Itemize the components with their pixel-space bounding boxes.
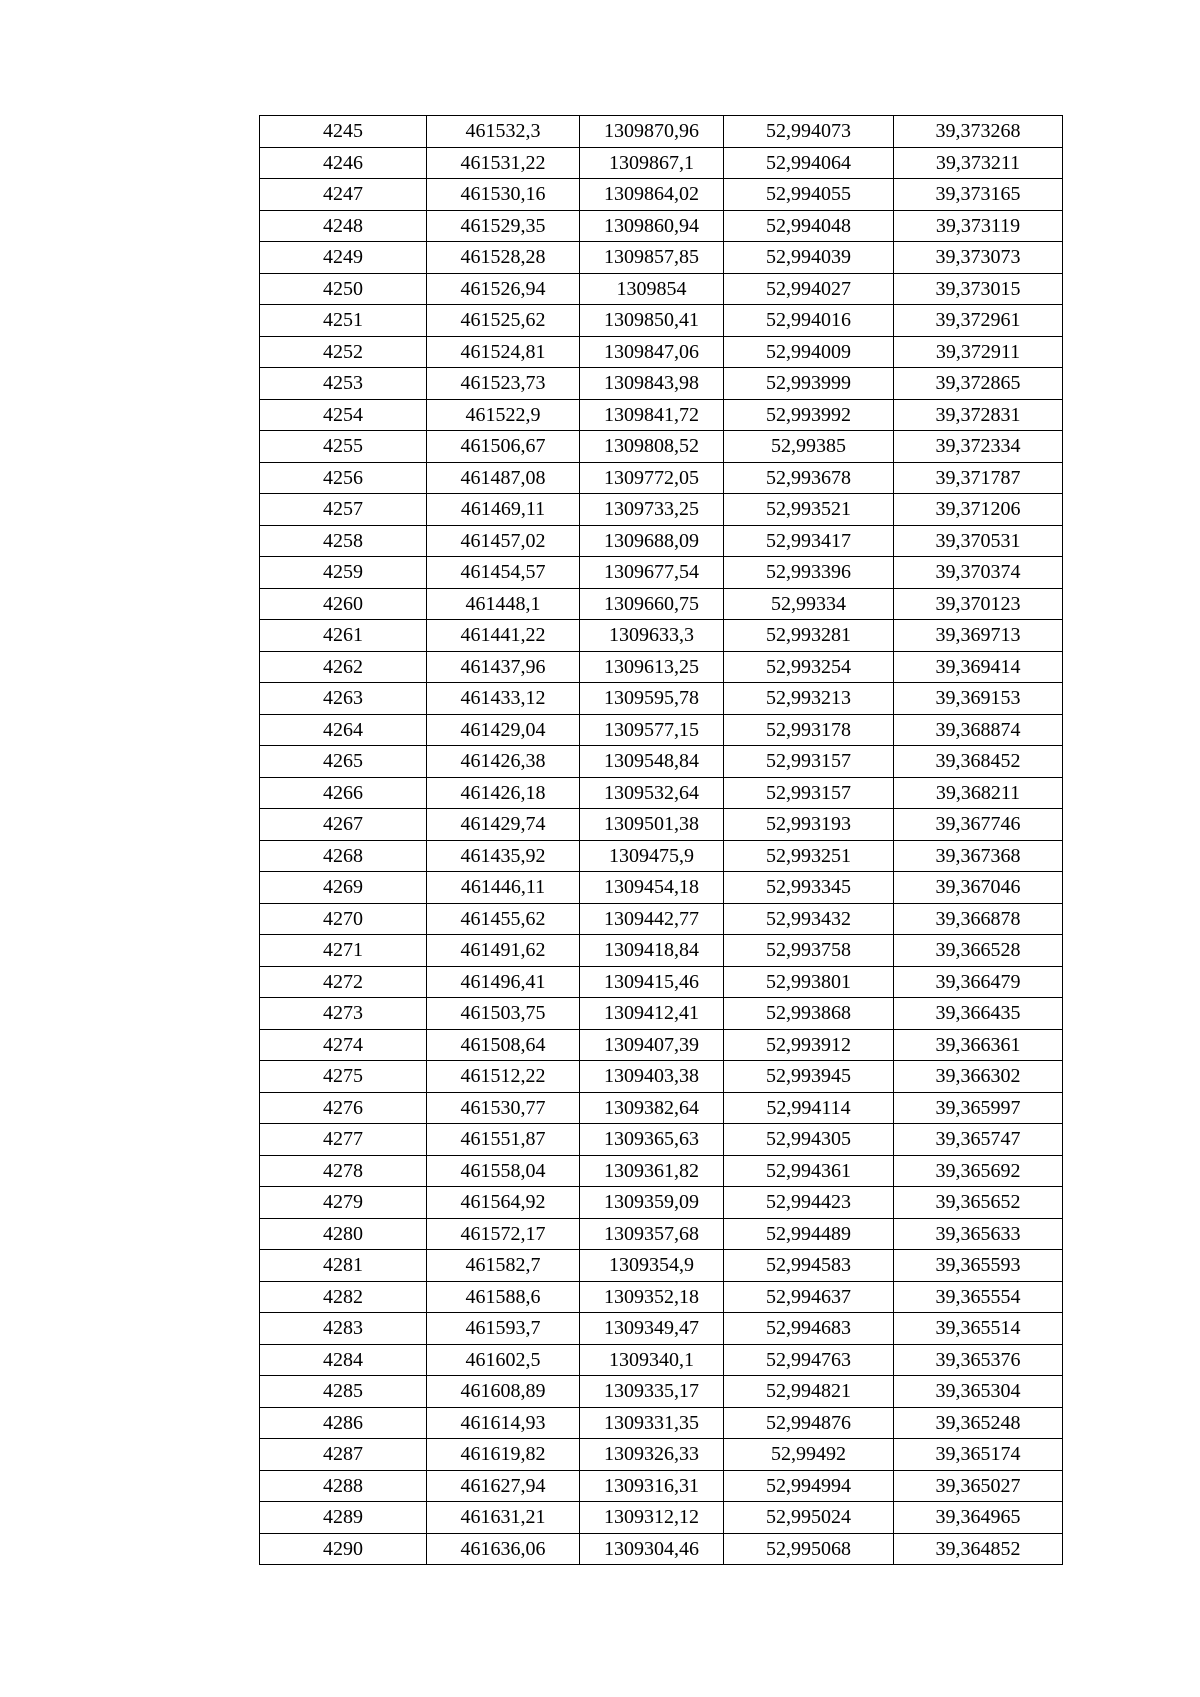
x-coordinate-cell: 461457,02 <box>427 525 580 557</box>
longitude-cell: 39,372865 <box>894 368 1063 400</box>
point-number-cell: 4290 <box>260 1533 427 1565</box>
latitude-cell: 52,993213 <box>724 683 894 715</box>
longitude-cell: 39,365304 <box>894 1376 1063 1408</box>
x-coordinate-cell: 461588,6 <box>427 1281 580 1313</box>
y-coordinate-cell: 1309316,31 <box>580 1470 724 1502</box>
point-number-cell: 4261 <box>260 620 427 652</box>
point-number-cell: 4246 <box>260 147 427 179</box>
latitude-cell: 52,994637 <box>724 1281 894 1313</box>
longitude-cell: 39,364965 <box>894 1502 1063 1534</box>
table-row <box>260 1155 1063 1187</box>
table-row <box>260 588 1063 620</box>
latitude-cell: 52,993345 <box>724 872 894 904</box>
table-row <box>260 1439 1063 1471</box>
longitude-cell: 39,365514 <box>894 1313 1063 1345</box>
coordinates-table <box>259 115 1063 1565</box>
table-row <box>260 1124 1063 1156</box>
x-coordinate-cell: 461512,22 <box>427 1061 580 1093</box>
point-number-cell: 4250 <box>260 273 427 305</box>
point-number-cell: 4267 <box>260 809 427 841</box>
table-row <box>260 777 1063 809</box>
y-coordinate-cell: 1309867,1 <box>580 147 724 179</box>
table-row <box>260 273 1063 305</box>
table-row <box>260 1061 1063 1093</box>
table-row <box>260 872 1063 904</box>
y-coordinate-cell: 1309352,18 <box>580 1281 724 1313</box>
table-row <box>260 1470 1063 1502</box>
longitude-cell: 39,365027 <box>894 1470 1063 1502</box>
latitude-cell: 52,994055 <box>724 179 894 211</box>
table-row <box>260 557 1063 589</box>
point-number-cell: 4281 <box>260 1250 427 1282</box>
point-number-cell: 4248 <box>260 210 427 242</box>
point-number-cell: 4269 <box>260 872 427 904</box>
x-coordinate-cell: 461469,11 <box>427 494 580 526</box>
x-coordinate-cell: 461429,04 <box>427 714 580 746</box>
coordinates-table-body <box>260 116 1063 1565</box>
y-coordinate-cell: 1309532,64 <box>580 777 724 809</box>
x-coordinate-cell: 461572,17 <box>427 1218 580 1250</box>
longitude-cell: 39,366878 <box>894 903 1063 935</box>
point-number-cell: 4264 <box>260 714 427 746</box>
table-row <box>260 903 1063 935</box>
table-row <box>260 714 1063 746</box>
table-row <box>260 1250 1063 1282</box>
x-coordinate-cell: 461433,12 <box>427 683 580 715</box>
longitude-cell: 39,370374 <box>894 557 1063 589</box>
table-row <box>260 809 1063 841</box>
point-number-cell: 4259 <box>260 557 427 589</box>
longitude-cell: 39,365593 <box>894 1250 1063 1282</box>
longitude-cell: 39,367746 <box>894 809 1063 841</box>
point-number-cell: 4249 <box>260 242 427 274</box>
table-row <box>260 1092 1063 1124</box>
latitude-cell: 52,993999 <box>724 368 894 400</box>
latitude-cell: 52,994114 <box>724 1092 894 1124</box>
latitude-cell: 52,99385 <box>724 431 894 463</box>
x-coordinate-cell: 461496,41 <box>427 966 580 998</box>
longitude-cell: 39,366302 <box>894 1061 1063 1093</box>
latitude-cell: 52,993254 <box>724 651 894 683</box>
point-number-cell: 4253 <box>260 368 427 400</box>
latitude-cell: 52,995024 <box>724 1502 894 1534</box>
point-number-cell: 4270 <box>260 903 427 935</box>
y-coordinate-cell: 1309412,41 <box>580 998 724 1030</box>
point-number-cell: 4257 <box>260 494 427 526</box>
longitude-cell: 39,373015 <box>894 273 1063 305</box>
longitude-cell: 39,370531 <box>894 525 1063 557</box>
x-coordinate-cell: 461491,62 <box>427 935 580 967</box>
x-coordinate-cell: 461508,64 <box>427 1029 580 1061</box>
point-number-cell: 4266 <box>260 777 427 809</box>
point-number-cell: 4252 <box>260 336 427 368</box>
y-coordinate-cell: 1309349,47 <box>580 1313 724 1345</box>
x-coordinate-cell: 461582,7 <box>427 1250 580 1282</box>
y-coordinate-cell: 1309365,63 <box>580 1124 724 1156</box>
longitude-cell: 39,368874 <box>894 714 1063 746</box>
point-number-cell: 4276 <box>260 1092 427 1124</box>
x-coordinate-cell: 461429,74 <box>427 809 580 841</box>
latitude-cell: 52,993157 <box>724 746 894 778</box>
longitude-cell: 39,365692 <box>894 1155 1063 1187</box>
x-coordinate-cell: 461506,67 <box>427 431 580 463</box>
y-coordinate-cell: 1309403,38 <box>580 1061 724 1093</box>
latitude-cell: 52,994305 <box>724 1124 894 1156</box>
point-number-cell: 4278 <box>260 1155 427 1187</box>
y-coordinate-cell: 1309860,94 <box>580 210 724 242</box>
latitude-cell: 52,993521 <box>724 494 894 526</box>
point-number-cell: 4268 <box>260 840 427 872</box>
table-row <box>260 116 1063 148</box>
point-number-cell: 4265 <box>260 746 427 778</box>
latitude-cell: 52,993678 <box>724 462 894 494</box>
table-row <box>260 368 1063 400</box>
longitude-cell: 39,367046 <box>894 872 1063 904</box>
x-coordinate-cell: 461558,04 <box>427 1155 580 1187</box>
longitude-cell: 39,365376 <box>894 1344 1063 1376</box>
x-coordinate-cell: 461636,06 <box>427 1533 580 1565</box>
y-coordinate-cell: 1309733,25 <box>580 494 724 526</box>
point-number-cell: 4287 <box>260 1439 427 1471</box>
table-row <box>260 399 1063 431</box>
table-row <box>260 1218 1063 1250</box>
x-coordinate-cell: 461525,62 <box>427 305 580 337</box>
latitude-cell: 52,994048 <box>724 210 894 242</box>
y-coordinate-cell: 1309382,64 <box>580 1092 724 1124</box>
y-coordinate-cell: 1309841,72 <box>580 399 724 431</box>
table-row <box>260 210 1063 242</box>
point-number-cell: 4289 <box>260 1502 427 1534</box>
table-row <box>260 840 1063 872</box>
table-row <box>260 935 1063 967</box>
x-coordinate-cell: 461426,38 <box>427 746 580 778</box>
latitude-cell: 52,994027 <box>724 273 894 305</box>
table-row <box>260 620 1063 652</box>
point-number-cell: 4288 <box>260 1470 427 1502</box>
point-number-cell: 4277 <box>260 1124 427 1156</box>
latitude-cell: 52,994994 <box>724 1470 894 1502</box>
y-coordinate-cell: 1309501,38 <box>580 809 724 841</box>
table-row <box>260 336 1063 368</box>
y-coordinate-cell: 1309454,18 <box>580 872 724 904</box>
x-coordinate-cell: 461593,7 <box>427 1313 580 1345</box>
x-coordinate-cell: 461524,81 <box>427 336 580 368</box>
y-coordinate-cell: 1309418,84 <box>580 935 724 967</box>
y-coordinate-cell: 1309312,12 <box>580 1502 724 1534</box>
point-number-cell: 4255 <box>260 431 427 463</box>
y-coordinate-cell: 1309326,33 <box>580 1439 724 1471</box>
longitude-cell: 39,372911 <box>894 336 1063 368</box>
y-coordinate-cell: 1309847,06 <box>580 336 724 368</box>
y-coordinate-cell: 1309870,96 <box>580 116 724 148</box>
x-coordinate-cell: 461529,35 <box>427 210 580 242</box>
latitude-cell: 52,993157 <box>724 777 894 809</box>
x-coordinate-cell: 461446,11 <box>427 872 580 904</box>
longitude-cell: 39,365997 <box>894 1092 1063 1124</box>
longitude-cell: 39,372831 <box>894 399 1063 431</box>
y-coordinate-cell: 1309854 <box>580 273 724 305</box>
point-number-cell: 4279 <box>260 1187 427 1219</box>
table-row <box>260 305 1063 337</box>
x-coordinate-cell: 461437,96 <box>427 651 580 683</box>
point-number-cell: 4245 <box>260 116 427 148</box>
latitude-cell: 52,994489 <box>724 1218 894 1250</box>
y-coordinate-cell: 1309361,82 <box>580 1155 724 1187</box>
point-number-cell: 4262 <box>260 651 427 683</box>
longitude-cell: 39,373165 <box>894 179 1063 211</box>
y-coordinate-cell: 1309864,02 <box>580 179 724 211</box>
y-coordinate-cell: 1309688,09 <box>580 525 724 557</box>
latitude-cell: 52,994073 <box>724 116 894 148</box>
longitude-cell: 39,373073 <box>894 242 1063 274</box>
y-coordinate-cell: 1309633,3 <box>580 620 724 652</box>
x-coordinate-cell: 461454,57 <box>427 557 580 589</box>
longitude-cell: 39,368211 <box>894 777 1063 809</box>
longitude-cell: 39,365554 <box>894 1281 1063 1313</box>
x-coordinate-cell: 461426,18 <box>427 777 580 809</box>
point-number-cell: 4274 <box>260 1029 427 1061</box>
point-number-cell: 4286 <box>260 1407 427 1439</box>
y-coordinate-cell: 1309595,78 <box>580 683 724 715</box>
y-coordinate-cell: 1309442,77 <box>580 903 724 935</box>
longitude-cell: 39,370123 <box>894 588 1063 620</box>
point-number-cell: 4285 <box>260 1376 427 1408</box>
point-number-cell: 4282 <box>260 1281 427 1313</box>
longitude-cell: 39,371787 <box>894 462 1063 494</box>
longitude-cell: 39,372961 <box>894 305 1063 337</box>
y-coordinate-cell: 1309331,35 <box>580 1407 724 1439</box>
latitude-cell: 52,994039 <box>724 242 894 274</box>
point-number-cell: 4258 <box>260 525 427 557</box>
longitude-cell: 39,365747 <box>894 1124 1063 1156</box>
y-coordinate-cell: 1309354,9 <box>580 1250 724 1282</box>
point-number-cell: 4271 <box>260 935 427 967</box>
x-coordinate-cell: 461528,28 <box>427 242 580 274</box>
y-coordinate-cell: 1309808,52 <box>580 431 724 463</box>
latitude-cell: 52,993945 <box>724 1061 894 1093</box>
longitude-cell: 39,367368 <box>894 840 1063 872</box>
point-number-cell: 4275 <box>260 1061 427 1093</box>
point-number-cell: 4283 <box>260 1313 427 1345</box>
table-row <box>260 1313 1063 1345</box>
longitude-cell: 39,372334 <box>894 431 1063 463</box>
x-coordinate-cell: 461564,92 <box>427 1187 580 1219</box>
latitude-cell: 52,994064 <box>724 147 894 179</box>
y-coordinate-cell: 1309660,75 <box>580 588 724 620</box>
latitude-cell: 52,993992 <box>724 399 894 431</box>
latitude-cell: 52,993251 <box>724 840 894 872</box>
longitude-cell: 39,365248 <box>894 1407 1063 1439</box>
latitude-cell: 52,993801 <box>724 966 894 998</box>
latitude-cell: 52,994009 <box>724 336 894 368</box>
table-row <box>260 147 1063 179</box>
latitude-cell: 52,993432 <box>724 903 894 935</box>
x-coordinate-cell: 461487,08 <box>427 462 580 494</box>
longitude-cell: 39,366479 <box>894 966 1063 998</box>
x-coordinate-cell: 461602,5 <box>427 1344 580 1376</box>
x-coordinate-cell: 461455,62 <box>427 903 580 935</box>
latitude-cell: 52,993758 <box>724 935 894 967</box>
longitude-cell: 39,365652 <box>894 1187 1063 1219</box>
point-number-cell: 4251 <box>260 305 427 337</box>
y-coordinate-cell: 1309613,25 <box>580 651 724 683</box>
x-coordinate-cell: 461619,82 <box>427 1439 580 1471</box>
table-row <box>260 1281 1063 1313</box>
longitude-cell: 39,368452 <box>894 746 1063 778</box>
longitude-cell: 39,366528 <box>894 935 1063 967</box>
table-row <box>260 1376 1063 1408</box>
latitude-cell: 52,994361 <box>724 1155 894 1187</box>
latitude-cell: 52,994876 <box>724 1407 894 1439</box>
table-row <box>260 1029 1063 1061</box>
y-coordinate-cell: 1309677,54 <box>580 557 724 589</box>
table-row <box>260 746 1063 778</box>
latitude-cell: 52,993912 <box>724 1029 894 1061</box>
longitude-cell: 39,373211 <box>894 147 1063 179</box>
y-coordinate-cell: 1309407,39 <box>580 1029 724 1061</box>
y-coordinate-cell: 1309577,15 <box>580 714 724 746</box>
longitude-cell: 39,371206 <box>894 494 1063 526</box>
y-coordinate-cell: 1309850,41 <box>580 305 724 337</box>
point-number-cell: 4254 <box>260 399 427 431</box>
latitude-cell: 52,993396 <box>724 557 894 589</box>
y-coordinate-cell: 1309415,46 <box>580 966 724 998</box>
x-coordinate-cell: 461526,94 <box>427 273 580 305</box>
point-number-cell: 4263 <box>260 683 427 715</box>
longitude-cell: 39,369414 <box>894 651 1063 683</box>
table-row <box>260 1344 1063 1376</box>
longitude-cell: 39,369713 <box>894 620 1063 652</box>
latitude-cell: 52,994683 <box>724 1313 894 1345</box>
latitude-cell: 52,99334 <box>724 588 894 620</box>
table-row <box>260 431 1063 463</box>
point-number-cell: 4260 <box>260 588 427 620</box>
x-coordinate-cell: 461551,87 <box>427 1124 580 1156</box>
y-coordinate-cell: 1309857,85 <box>580 242 724 274</box>
table-row <box>260 1533 1063 1565</box>
table-row <box>260 525 1063 557</box>
latitude-cell: 52,994016 <box>724 305 894 337</box>
y-coordinate-cell: 1309304,46 <box>580 1533 724 1565</box>
table-row <box>260 998 1063 1030</box>
y-coordinate-cell: 1309335,17 <box>580 1376 724 1408</box>
longitude-cell: 39,366435 <box>894 998 1063 1030</box>
longitude-cell: 39,365633 <box>894 1218 1063 1250</box>
point-number-cell: 4247 <box>260 179 427 211</box>
x-coordinate-cell: 461523,73 <box>427 368 580 400</box>
table-row <box>260 1502 1063 1534</box>
x-coordinate-cell: 461530,77 <box>427 1092 580 1124</box>
x-coordinate-cell: 461441,22 <box>427 620 580 652</box>
x-coordinate-cell: 461530,16 <box>427 179 580 211</box>
table-row <box>260 494 1063 526</box>
y-coordinate-cell: 1309772,05 <box>580 462 724 494</box>
table-row <box>260 1187 1063 1219</box>
table-row <box>260 651 1063 683</box>
x-coordinate-cell: 461608,89 <box>427 1376 580 1408</box>
latitude-cell: 52,993281 <box>724 620 894 652</box>
x-coordinate-cell: 461448,1 <box>427 588 580 620</box>
table-row <box>260 242 1063 274</box>
point-number-cell: 4256 <box>260 462 427 494</box>
y-coordinate-cell: 1309548,84 <box>580 746 724 778</box>
point-number-cell: 4273 <box>260 998 427 1030</box>
latitude-cell: 52,99492 <box>724 1439 894 1471</box>
longitude-cell: 39,373119 <box>894 210 1063 242</box>
latitude-cell: 52,993178 <box>724 714 894 746</box>
y-coordinate-cell: 1309475,9 <box>580 840 724 872</box>
x-coordinate-cell: 461532,3 <box>427 116 580 148</box>
y-coordinate-cell: 1309843,98 <box>580 368 724 400</box>
table-row <box>260 683 1063 715</box>
longitude-cell: 39,373268 <box>894 116 1063 148</box>
latitude-cell: 52,993417 <box>724 525 894 557</box>
x-coordinate-cell: 461631,21 <box>427 1502 580 1534</box>
latitude-cell: 52,995068 <box>724 1533 894 1565</box>
table-row <box>260 462 1063 494</box>
latitude-cell: 52,993193 <box>724 809 894 841</box>
table-row <box>260 966 1063 998</box>
x-coordinate-cell: 461503,75 <box>427 998 580 1030</box>
latitude-cell: 52,993868 <box>724 998 894 1030</box>
x-coordinate-cell: 461627,94 <box>427 1470 580 1502</box>
latitude-cell: 52,994763 <box>724 1344 894 1376</box>
x-coordinate-cell: 461435,92 <box>427 840 580 872</box>
latitude-cell: 52,994583 <box>724 1250 894 1282</box>
x-coordinate-cell: 461614,93 <box>427 1407 580 1439</box>
latitude-cell: 52,994423 <box>724 1187 894 1219</box>
table-row <box>260 179 1063 211</box>
latitude-cell: 52,994821 <box>724 1376 894 1408</box>
longitude-cell: 39,366361 <box>894 1029 1063 1061</box>
y-coordinate-cell: 1309359,09 <box>580 1187 724 1219</box>
table-row <box>260 1407 1063 1439</box>
point-number-cell: 4280 <box>260 1218 427 1250</box>
y-coordinate-cell: 1309340,1 <box>580 1344 724 1376</box>
longitude-cell: 39,365174 <box>894 1439 1063 1471</box>
point-number-cell: 4272 <box>260 966 427 998</box>
x-coordinate-cell: 461531,22 <box>427 147 580 179</box>
point-number-cell: 4284 <box>260 1344 427 1376</box>
x-coordinate-cell: 461522,9 <box>427 399 580 431</box>
longitude-cell: 39,364852 <box>894 1533 1063 1565</box>
y-coordinate-cell: 1309357,68 <box>580 1218 724 1250</box>
longitude-cell: 39,369153 <box>894 683 1063 715</box>
